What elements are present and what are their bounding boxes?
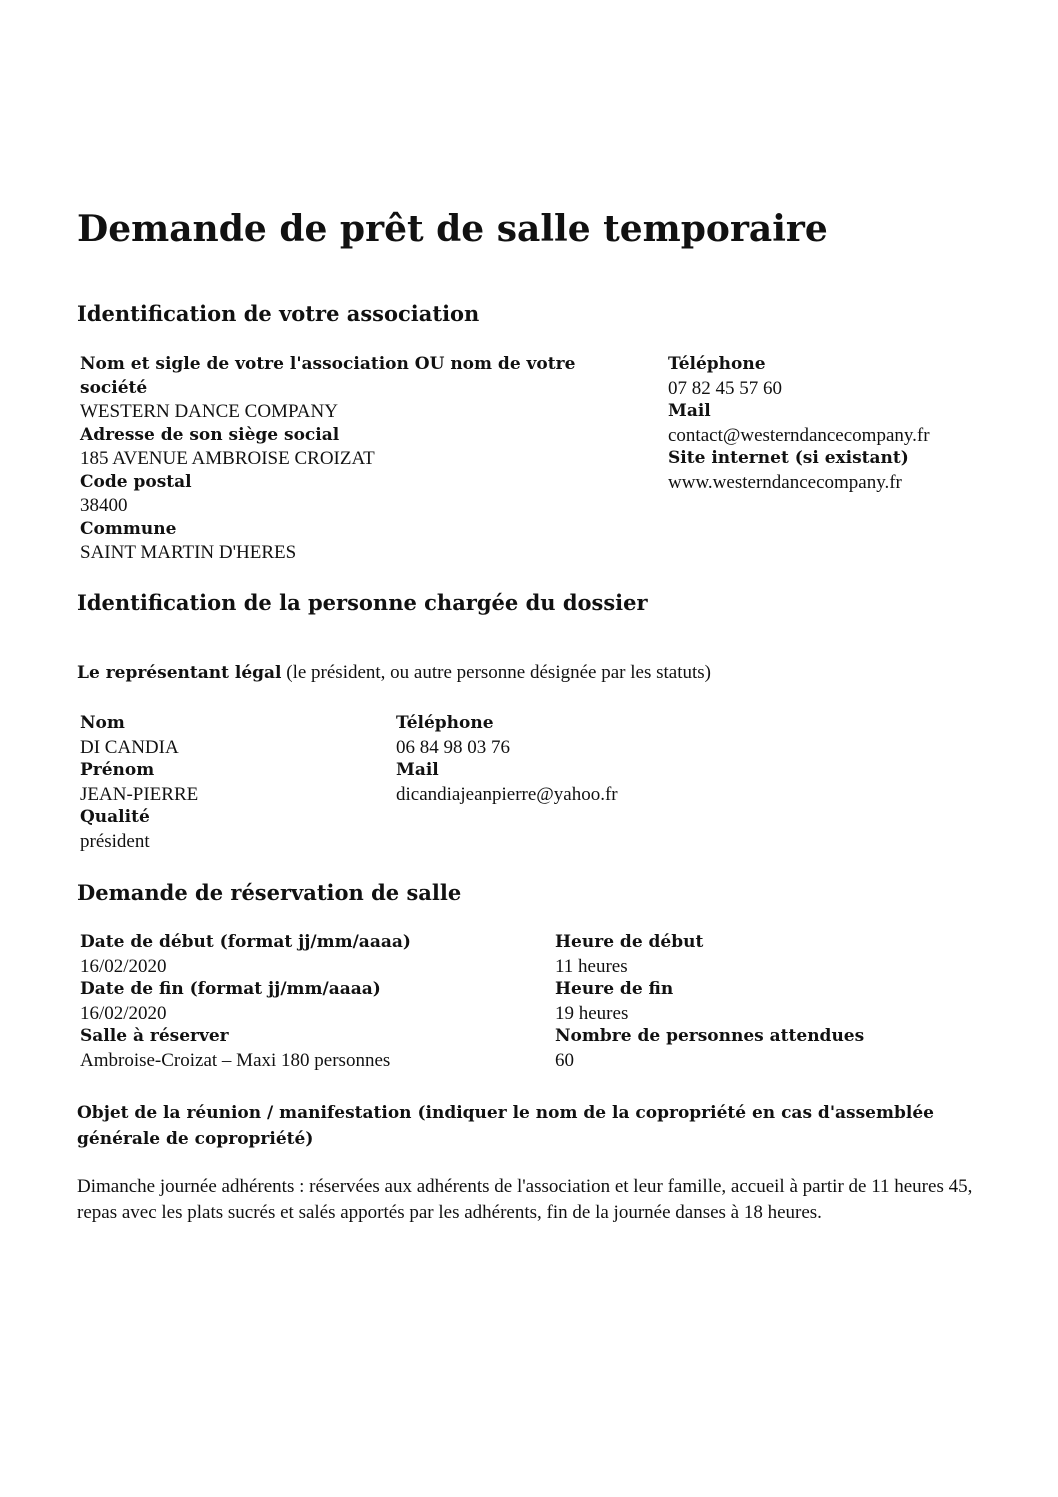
association-city-value: SAINT MARTIN D'HERES — [80, 542, 297, 563]
person-lastname-label: Nom — [80, 713, 125, 733]
person-phone-label: Téléphone — [396, 713, 494, 733]
person-lastname-value: DI CANDIA — [80, 736, 179, 758]
reservation-room-value: Ambroise-Croizat – Maxi 180 personnes — [80, 1049, 391, 1071]
reservation-left-column — [80, 931, 540, 1072]
reservation-start-date-label: Date de début (format jj/mm/aaaa) — [80, 932, 411, 952]
reservation-start-time-value: 11 heures — [555, 955, 628, 977]
reservation-start-date-value: 16/02/2020 — [80, 955, 167, 977]
reservation-end-date-label: Date de fin (format jj/mm/aaaa) — [80, 979, 381, 999]
legal-representative-note: (le président, ou autre personne désignée par les statuts) — [281, 662, 711, 683]
reservation-end-date-value: 16/02/2020 — [80, 1002, 167, 1024]
association-right-column — [668, 353, 1028, 494]
person-mail-label: Mail — [396, 760, 439, 780]
person-phone-value: 06 84 98 03 76 — [396, 736, 510, 758]
reservation-end-time-value: 19 heures — [555, 1002, 629, 1024]
association-website-value: www.westerndancecompany.fr — [668, 471, 902, 493]
association-website-label: Site internet (si existant) — [668, 448, 909, 468]
reservation-start-time-label: Heure de début — [555, 932, 704, 952]
objet-heading: Objet de la réunion / manifestation (indiquer le nom de la copropriété en cas d'assemblée générale de copropriété) — [77, 1103, 934, 1149]
association-city-label: Commune — [80, 518, 177, 539]
reservation-room-label: Salle à réserver — [80, 1026, 229, 1046]
page-title: Demande de prêt de salle temporaire — [77, 208, 828, 250]
association-mail-label: Mail — [668, 401, 711, 421]
reservation-right-column — [555, 931, 975, 1072]
association-phone-label: Téléphone — [668, 354, 766, 374]
association-address-value: 185 AVENUE AMBROISE CROIZAT — [80, 448, 375, 469]
association-name-label: Nom et sigle de votre l'association OU nom de votre société — [80, 354, 576, 398]
association-postal-value: 38400 — [80, 495, 128, 516]
reservation-attendees-value: 60 — [555, 1049, 574, 1071]
legal-representative-label: Le représentant légal — [77, 663, 282, 683]
person-left-column — [80, 712, 380, 853]
section-heading-reservation: Demande de réservation de salle — [77, 880, 462, 905]
association-name-value: WESTERN DANCE COMPANY — [80, 401, 338, 422]
reservation-attendees-label: Nombre de personnes attendues — [555, 1026, 865, 1046]
section-heading-association: Identification de votre association — [77, 301, 480, 326]
association-left-column — [80, 353, 620, 565]
person-firstname-label: Prénom — [80, 760, 155, 780]
person-role-label: Qualité — [80, 807, 150, 827]
objet-description: Dimanche journée adhérents : réservées aux adhérents de l'association et leur famille, accueil à partir de 11 heures 45, repas avec les plats sucrés et salés apportés par les adhérents, fin de la journée danses à 18 heures. — [77, 1176, 973, 1223]
legal-representative-line — [77, 661, 711, 686]
person-firstname-value: JEAN-PIERRE — [80, 783, 199, 805]
association-postal-label: Code postal — [80, 471, 192, 492]
person-right-column — [396, 712, 796, 806]
association-mail-value: contact@westerndancecompany.fr — [668, 424, 930, 446]
person-role-value: président — [80, 830, 150, 852]
association-phone-value: 07 82 45 57 60 — [668, 377, 782, 399]
person-mail-value: dicandiajeanpierre@yahoo.fr — [396, 783, 618, 805]
reservation-end-time-label: Heure de fin — [555, 979, 674, 999]
association-address-label: Adresse de son siège social — [80, 424, 340, 445]
section-heading-person: Identification de la personne chargée du dossier — [77, 590, 648, 615]
